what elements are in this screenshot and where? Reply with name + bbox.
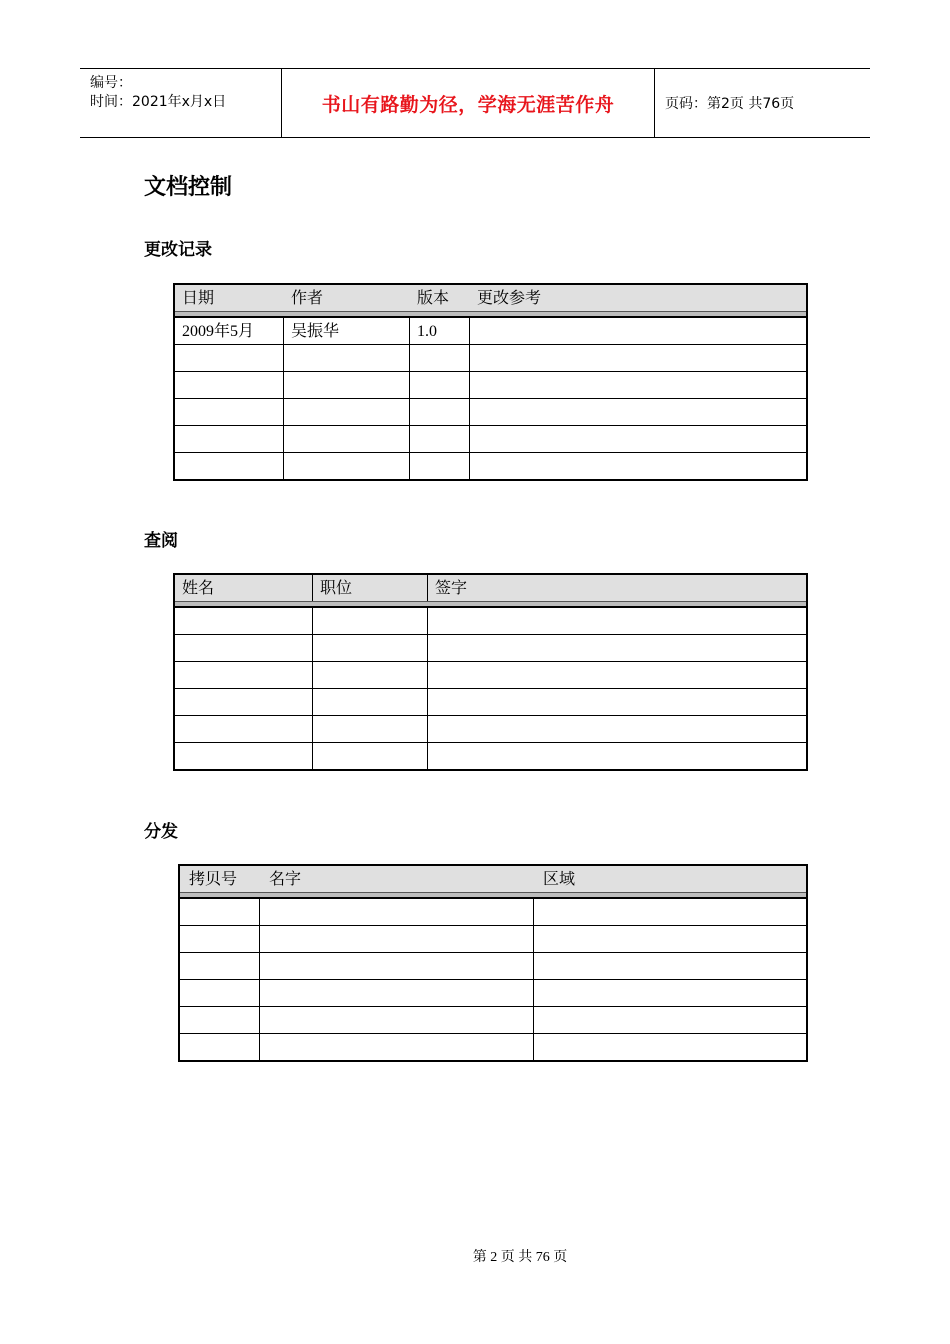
table-cell: [260, 1007, 534, 1033]
table-row: [175, 662, 806, 689]
table-cell: [180, 926, 260, 952]
table-cell: [175, 743, 313, 769]
table-cell: [284, 399, 410, 425]
table-cell: [175, 608, 313, 634]
table-cell: [175, 426, 284, 452]
table-cell: [534, 926, 806, 952]
table-cell: [428, 662, 806, 688]
table-cell: 吴振华: [284, 318, 410, 344]
table-cell: [410, 372, 470, 398]
table-row: [175, 635, 806, 662]
table-cell: [428, 635, 806, 661]
table-cell: [428, 743, 806, 769]
page-footer: 第 2 页 共 76 页: [472, 1250, 568, 1265]
document-number-label: 编号：: [90, 75, 132, 91]
table-cell: [175, 635, 313, 661]
table-cell: [470, 318, 806, 344]
table-cell: [313, 743, 428, 769]
table-cell: 1.0: [410, 318, 470, 344]
column-header-signature: 签字: [435, 580, 468, 597]
change-log-body: [175, 318, 806, 479]
table-cell: [410, 345, 470, 371]
table-cell: [175, 662, 313, 688]
table-row: [175, 453, 806, 479]
table-row: [180, 953, 806, 980]
table-cell: [470, 399, 806, 425]
table-cell: [534, 1007, 806, 1033]
table-cell: [428, 608, 806, 634]
column-header-name: 名字: [269, 871, 302, 888]
header-page-cell: [655, 69, 870, 137]
table-row: [175, 716, 806, 743]
distribution-table: [178, 864, 808, 1062]
document-time-label: 时间：2021年x月x日: [90, 94, 227, 110]
table-row: [175, 689, 806, 716]
table-cell: [260, 1034, 534, 1060]
table-cell: [428, 716, 806, 742]
table-cell: [284, 345, 410, 371]
table-cell: [410, 426, 470, 452]
page-header: [80, 68, 870, 138]
table-cell: [180, 1034, 260, 1060]
column-header-copy-number: 拷贝号: [189, 871, 238, 888]
table-cell: [175, 372, 284, 398]
table-cell: [534, 953, 806, 979]
table-row: [180, 1007, 806, 1034]
table-row: [175, 345, 806, 372]
column-header-area: 区域: [543, 871, 576, 888]
table-cell: [175, 689, 313, 715]
table-cell: [260, 899, 534, 925]
review-header-row: [175, 575, 806, 602]
table-row: [175, 608, 806, 635]
table-cell: [260, 926, 534, 952]
distribution-body: [180, 899, 806, 1060]
table-cell: [534, 980, 806, 1006]
table-cell: [260, 953, 534, 979]
table-row: [180, 980, 806, 1007]
table-cell: [470, 453, 806, 479]
table-cell: [313, 635, 428, 661]
table-cell: [175, 345, 284, 371]
table-cell: [284, 426, 410, 452]
change-log-header-row: [175, 285, 806, 312]
table-cell: [428, 689, 806, 715]
distribution-header-row: [180, 866, 806, 893]
header-meta-cell: [80, 69, 282, 137]
column-header-version: 版本: [417, 290, 450, 307]
table-cell: [534, 899, 806, 925]
table-cell: [284, 372, 410, 398]
table-cell: [180, 1007, 260, 1033]
review-heading: 查阅: [144, 531, 178, 551]
document-title: 文档控制: [144, 175, 233, 200]
table-row: [175, 743, 806, 769]
table-cell: [470, 345, 806, 371]
table-cell: [284, 453, 410, 479]
table-cell: [410, 453, 470, 479]
column-header-position: 职位: [313, 575, 428, 601]
table-cell: [470, 426, 806, 452]
table-cell: [313, 689, 428, 715]
header-motto-cell: [282, 69, 655, 137]
table-cell: [175, 716, 313, 742]
table-cell: [470, 372, 806, 398]
column-header-name: 姓名: [175, 575, 313, 601]
table-cell: [180, 953, 260, 979]
table-row: [180, 1034, 806, 1060]
table-cell: [175, 399, 284, 425]
table-row: [175, 426, 806, 453]
table-cell: [260, 980, 534, 1006]
change-log-heading: 更改记录: [144, 240, 212, 260]
table-cell: [410, 399, 470, 425]
table-row: [175, 372, 806, 399]
table-cell: [180, 980, 260, 1006]
change-log-table: [173, 283, 808, 481]
table-row: [180, 899, 806, 926]
header-page-info: 页码：第2页 共76页: [665, 96, 795, 112]
column-header-change-ref: 更改参考: [477, 290, 542, 307]
table-cell: [175, 453, 284, 479]
table-cell: [313, 716, 428, 742]
table-row: [180, 926, 806, 953]
table-cell: [534, 1034, 806, 1060]
table-cell: [313, 608, 428, 634]
column-header-date: 日期: [182, 290, 215, 307]
table-row: [175, 399, 806, 426]
table-cell: [180, 899, 260, 925]
table-cell: [313, 662, 428, 688]
column-header-author: 作者: [291, 290, 324, 307]
distribution-heading: 分发: [144, 822, 178, 842]
review-table: [173, 573, 808, 771]
table-row: [175, 318, 806, 345]
header-motto: 书山有路勤为径，学海无涯苦作舟: [321, 93, 615, 116]
table-cell: 2009年5月: [175, 318, 284, 344]
review-body: [175, 608, 806, 769]
